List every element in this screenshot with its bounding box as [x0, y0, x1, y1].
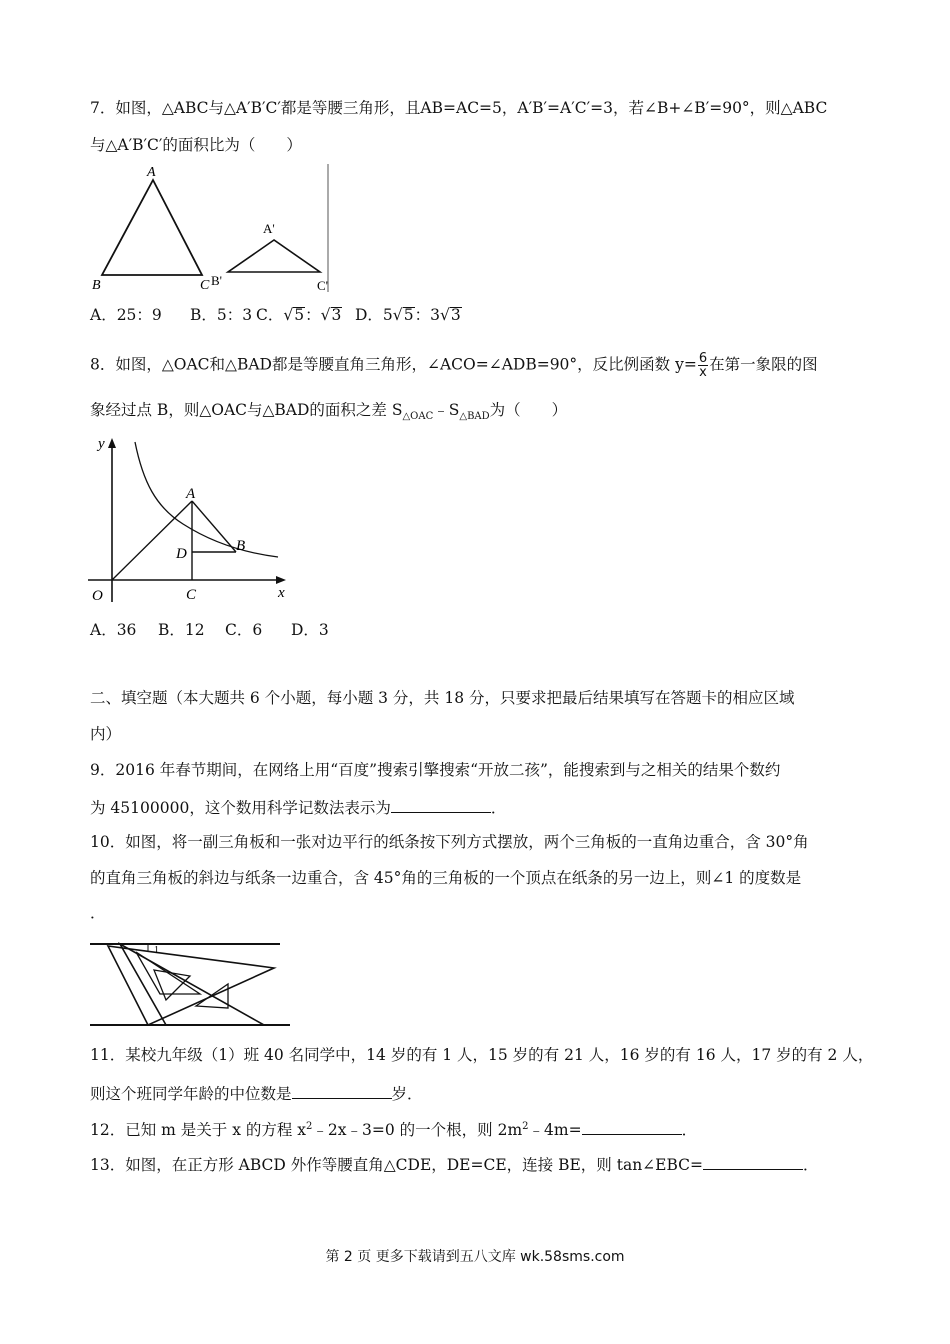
answer-blank	[582, 1119, 682, 1135]
q10-line3: ．	[90, 904, 106, 922]
q9-line1: 9．2016 年春节期间，在网络上用“百度”搜索引擎搜索“开放二孩”，能搜索到与之相关的结果个数约	[90, 761, 781, 779]
answer-blank	[391, 797, 491, 813]
q7-line2: 与△A′B′C′的面积比为（ ）	[90, 136, 302, 154]
q8-option-d: D．3	[291, 621, 329, 639]
label-y: y	[98, 436, 105, 452]
section2-heading-line2: 内）	[90, 725, 122, 743]
label-D: D	[176, 546, 187, 562]
q8-line2: 象经过点 B，则△OAC与△BAD的面积之差 $S_{\triangle OAC}﹣S_{\triangle BAD}$为（ ）	[90, 401, 568, 423]
q7-option-b: B．5：3	[190, 306, 253, 324]
q7-option-a: A．25：9	[90, 306, 162, 324]
label-O: O	[92, 588, 103, 604]
label-C: C	[186, 587, 197, 603]
q8-option-c: C．6	[225, 621, 263, 639]
q7-line1: 7．如图，△ABC与△A′B′C′都是等腰三角形，且AB=AC=5，A′B′=A′C′=3，若∠B+∠B′=90°，则△ABC	[90, 99, 828, 117]
q8-option-b: B．12	[158, 621, 205, 639]
q9-line2: 为 45100000，这个数用科学记数法表示为 ．	[90, 799, 507, 817]
label-B: B	[92, 278, 101, 293]
q8-option-a: A．36	[90, 621, 137, 639]
answer-blank	[292, 1083, 392, 1099]
q7-option-d: D．5√5：3√3	[355, 306, 461, 324]
hyperbola-curve	[135, 442, 278, 557]
q10-figure	[88, 936, 293, 1032]
label-C: C	[200, 278, 210, 293]
triangle-a2b2c2	[228, 240, 320, 272]
q13-line: 13．如图，在正方形 ABCD 外作等腰直角△CDE，DE=CE，连接 BE，则 tan∠EBC= ．	[90, 1156, 819, 1174]
q7-option-c: C．√5：√3	[256, 306, 342, 324]
q12-line: 12．已知 m 是关于 x 的方程 $x^2﹣2x﹣3=0$ 的一个根，则 $2m^2﹣4m=$ ．	[90, 1121, 698, 1140]
q8-figure	[88, 432, 293, 610]
q11-line2: 则这个班同学年龄的中位数是 岁．	[90, 1085, 423, 1103]
label-B: B	[236, 538, 246, 554]
section2-heading-line1: 二、填空题（本大题共 6 个小题，每小题 3 分，共 18 分，只要求把最后结果填写在答题卡的相应区域	[90, 689, 795, 707]
q11-line1: 11．某校九年级（1）班 40 名同学中，14 岁的有 1 人，15 岁的有 21 人，16 岁的有 16 人，17 岁的有 2 人，	[90, 1046, 874, 1064]
angle-1-label: 1	[154, 945, 159, 956]
q10-line2: 的直角三角板的斜边与纸条一边重合，含 45°角的三角板的一个顶点在纸条的另一边上，则∠1 的度数是	[90, 869, 802, 887]
q8-line1: 8．如图，△OAC和△BAD都是等腰直角三角形，∠ACO=∠ADB=90°，反比例函数 y= $\frac{6}{x}$ 在第一象限的图	[90, 351, 818, 380]
triangle-45	[108, 946, 274, 1025]
fraction-6-over-x: $\frac{6}{x}$	[698, 351, 708, 380]
q10-line1: 10．如图，将一副三角板和一张对边平行的纸条按下列方式摆放，两个三角板的一直角边重合，含 30°角	[90, 833, 809, 851]
label-A: A	[186, 486, 196, 502]
q7-figure	[90, 162, 335, 297]
label-B-prime: B'	[211, 273, 223, 288]
label-A: A	[147, 165, 156, 180]
label-A-prime: A'	[263, 221, 275, 236]
triangle-abc	[102, 180, 202, 275]
answer-blank	[703, 1154, 803, 1170]
label-C-prime: C'	[317, 278, 329, 293]
page-footer: 第 2 页 更多下载请到五八文库 wk.58sms.com	[325, 1249, 625, 1265]
label-x: x	[278, 585, 285, 601]
